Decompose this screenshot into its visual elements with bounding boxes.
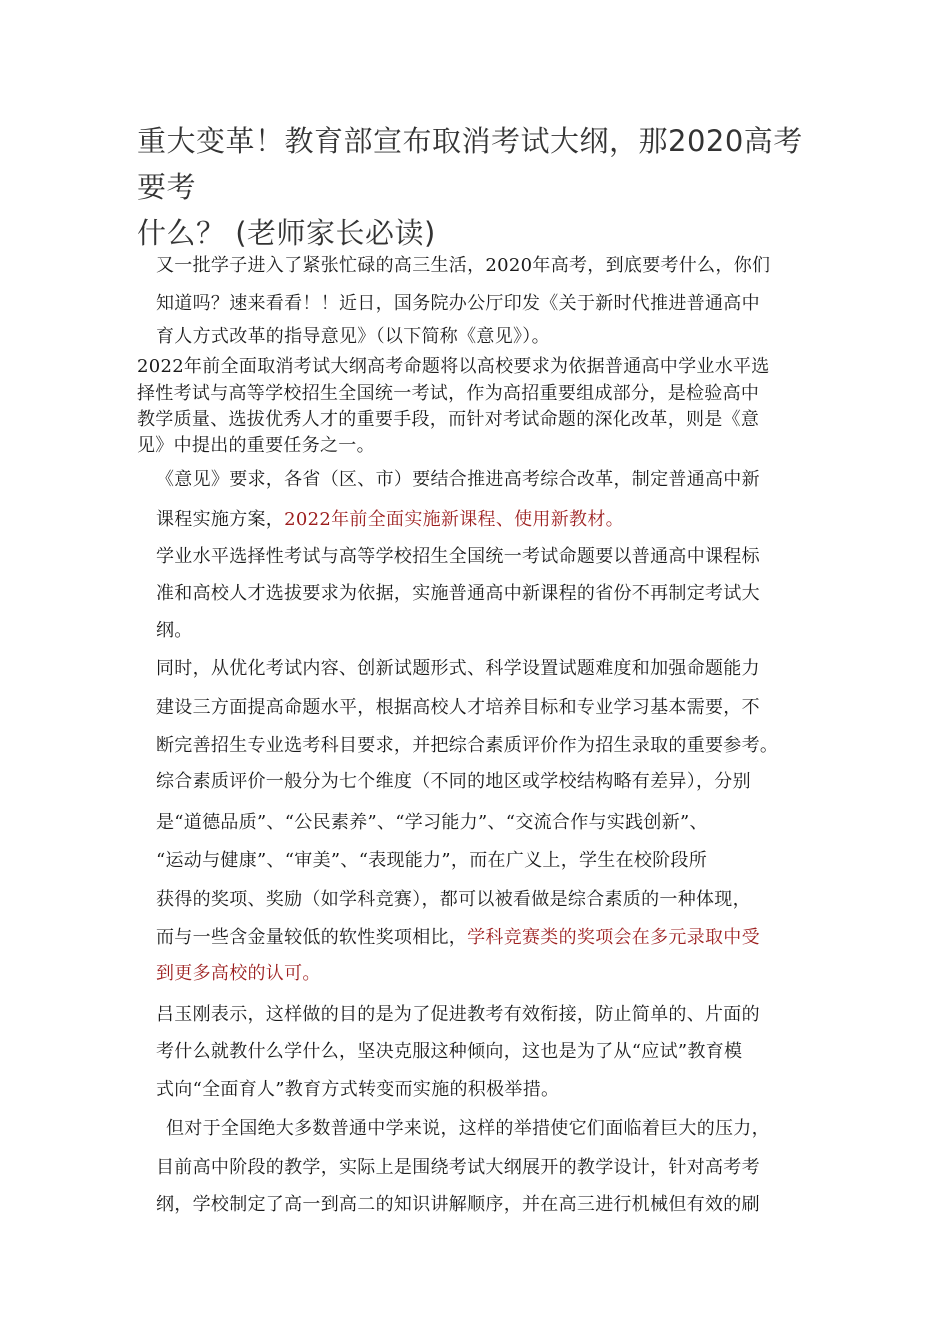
- highlighted-text: 到更多高校的认可。: [156, 963, 321, 984]
- text-line: 但对于全国绝大多数普通中学来说，这样的举措使它们面临着巨大的压力，: [166, 1118, 770, 1139]
- highlighted-text: 2022年前全面实施新课程、使用新教材。: [284, 509, 624, 530]
- text-plain: 课程实施方案，: [156, 509, 285, 530]
- text-line: 同时，从优化考试内容、创新试题形式、科学设置试题难度和加强命题能力: [156, 658, 760, 679]
- text-line: 知道吗？速来看看！！近日，国务院办公厅印发《关于新时代推进普通高中: [156, 293, 760, 314]
- text-line: 教学质量、选拔优秀人才的重要手段，而针对考试命题的深化改革，则是《意: [137, 409, 760, 430]
- text-line: 择性考试与高等学校招生全国统一考试，作为高招重要组成部分，是检验高中: [137, 383, 760, 404]
- text-plain: 而与一些含金量较低的软性奖项相比，: [156, 927, 468, 948]
- highlighted-text: 学科竞赛类的奖项会在多元录取中受: [467, 927, 760, 948]
- text-line: 又一批学子进入了紧张忙碌的高三生活，2020年高考，到底要考什么，你们: [156, 255, 771, 276]
- text-line: 是“道德品质”、“公民素养”、“学习能力”、“交流合作与实践创新”、: [156, 812, 708, 833]
- text-line: 育人方式改革的指导意见》（以下简称《意见》）。: [156, 326, 550, 347]
- text-line: 学业水平选择性考试与高等学校招生全国统一考试命题要以普通高中课程标: [156, 546, 760, 567]
- text-line: 纲。: [156, 620, 193, 641]
- text-line: 吕玉刚表示，这样做的目的是为了促进教考有效衔接，防止简单的、片面的: [156, 1004, 760, 1025]
- text-line: 2022年前全面取消考试大纲高考命题将以高校要求为依据普通高中学业水平选: [137, 356, 770, 377]
- text-line: 式向“全面育人”教育方式转变而实施的积极举措。: [156, 1079, 560, 1100]
- text-line: [156, 508, 624, 532]
- title-line-1: 重大变革！教育部宣布取消考试大纲，那2020高考要考: [137, 124, 803, 204]
- text-line: 综合素质评价一般分为七个维度（不同的地区或学校结构略有差异），分别: [156, 771, 751, 792]
- text-line: 获得的奖项、奖励（如学科竞赛），都可以被看做是综合素质的一种体现，: [156, 889, 751, 910]
- text-line: 《意见》要求，各省（区、市）要结合推进高考综合改革，制定普通高中新: [156, 469, 760, 490]
- text-line: [156, 926, 760, 950]
- text-line: 准和高校人才选拔要求为依据，实施普通高中新课程的省份不再制定考试大: [156, 583, 760, 604]
- article-title: [137, 118, 817, 256]
- text-line: “运动与健康”、“审美”、“表现能力”，而在广义上，学生在校阶段所: [156, 850, 708, 871]
- text-line: 见》中提出的重要任务之一。: [137, 435, 375, 456]
- text-line: 纲，学校制定了高一到高二的知识讲解顺序，并在高三进行机械但有效的刷: [156, 1194, 760, 1215]
- text-line: 考什么就教什么学什么，坚决克服这种倾向，这也是为了从“应试”教育模: [156, 1041, 743, 1062]
- text-line: 目前高中阶段的教学，实际上是围绕考试大纲展开的教学设计，针对高考考: [156, 1157, 760, 1178]
- title-line-2: 什么？ (老师家长必读): [137, 216, 436, 250]
- text-line: 断完善招生专业选考科目要求，并把综合素质评价作为招生录取的重要参考。: [156, 735, 779, 756]
- text-line: 建设三方面提高命题水平，根据高校人才培养目标和专业学习基本需要，不: [156, 697, 760, 718]
